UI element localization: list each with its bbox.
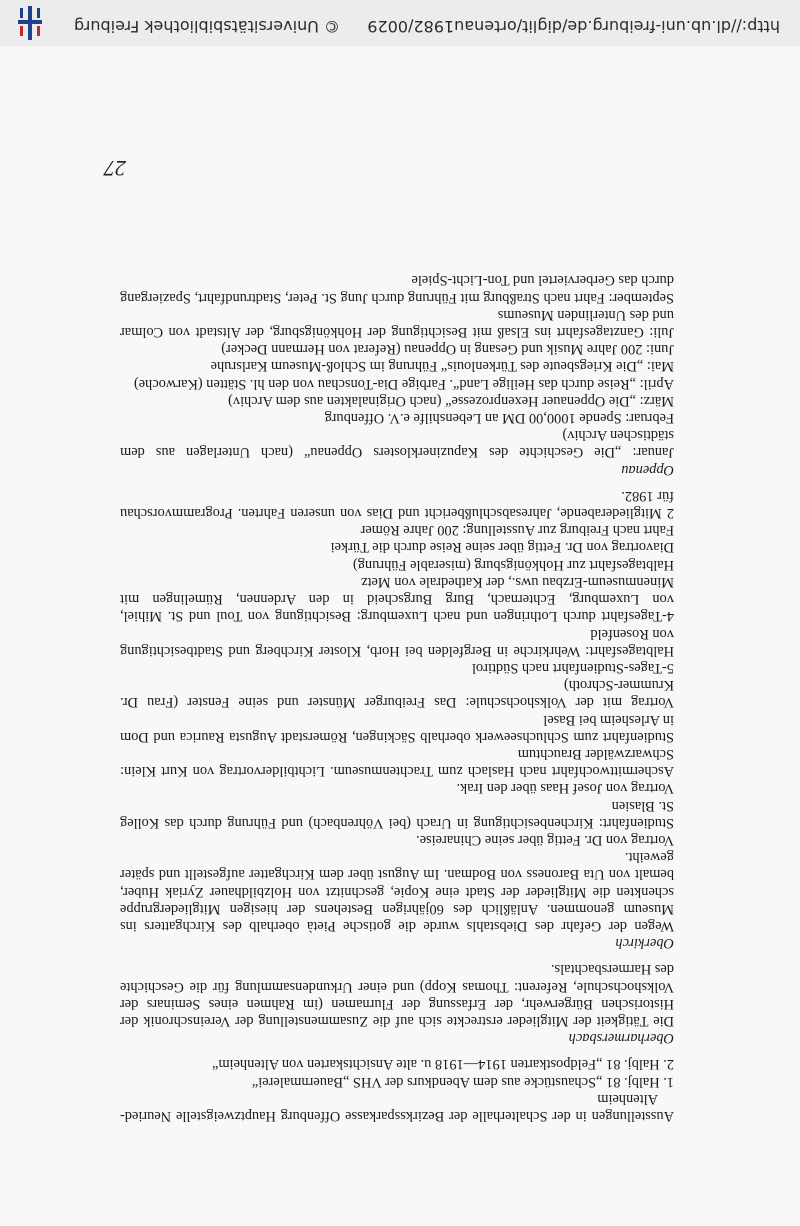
paragraph: Mai: „Die Kriegsbeute des Türkenlouis“ Führung im Schloß-Museum Karlsruhe	[210, 358, 674, 375]
repository-header	[0, 0, 800, 46]
paragraph: Juli: Ganztagesfahrt ins Elsaß mit Besichtigung der Hohkönigsburg, der Altstadt von Colmar und des Unterlinden Museums	[120, 306, 674, 341]
paragraph: Halbtagesfahrt: Wehrkirche in Bergfelden bei Horb, Kloster Kirchberg und Stadtbesichtigung von Rosenfeld	[120, 625, 674, 659]
section-heading: Oberkirch	[615, 935, 674, 952]
paragraph: Aschermittwochfahrt nach Haslach zum Trachtenmuseum. Lichtbildervortrag von Kurt Klein: Schwarzwälder Brauchtum	[120, 745, 674, 780]
scanned-page	[0, 46, 800, 1226]
university-logo-icon	[12, 6, 48, 40]
paragraph: Halbtagesfahrt zur Hohkönigsburg (miserable Führung)	[352, 556, 674, 573]
paragraph: Vortrag von Josef Haas über den Irak.	[456, 780, 674, 797]
paragraph: 5-Tages-Studienfahrt nach Südtirol	[471, 659, 674, 676]
section-heading: Oppenau	[621, 461, 674, 478]
paragraph: Diavortrag von Dr. Fettig über seine Reise durch die Türkei	[330, 539, 674, 556]
page-body	[120, 271, 674, 1124]
paragraph: Die Tätigkeit der Mitglieder erstreckte sich auf die Zusammenstellung der Vereinschronik der Historischen Bürgerwehr, der Erfassung der Flurnamen (im Rahmen eines Seminars der Volkshochschule, Referent: Thomas Kopp) und einer Urkundensammlung für die Geschichte des Harmersbachtals.	[120, 961, 674, 1029]
section-heading: Oberharmersbach	[568, 1030, 674, 1047]
text-line: 1. Halbj. 81 „Schaustücke aus dem Abendkurs der VHS „Bauernmalerei“	[251, 1073, 674, 1090]
paragraph: Studienfahrt zum Schluchseewerk oberhalb Säckingen, Römerstadt Augusta Raurica und Dom in Arlesheim bei Basel	[120, 711, 674, 745]
paragraph: Studienfahrt: Kirchenbesichtigung in Urach (bei Vöhrenbach) und Führung durch das Kolleg St. Blasien	[120, 797, 674, 831]
paragraph: Fahrt nach Freiburg zur Ausstellung: 200 Jahre Römer	[360, 522, 674, 539]
paragraph: September: Fahrt nach Straßburg mit Führung durch Jung St. Peter, Stadtrundfahrt, Spaziergang durch das Gerberviertel und Ton-Licht-Spiele	[120, 272, 674, 306]
paragraph: 2 Mitgliederabende, Jahresabschlußbericht und Dias von unseren Fahrten. Programmvorschau für 1982.	[120, 487, 674, 522]
copyright-notice: © Universitätsbibliothek Freiburg	[73, 17, 340, 36]
paragraph: Vortrag von Dr. Fettig über seine Chinareise.	[416, 831, 674, 848]
paragraph: Januar: „Die Geschichte des Kapuzinerklosters Oppenau“ (nach Unterlagen aus dem städtischen Archiv)	[120, 427, 674, 461]
paragraph: März: „Die Oppenauer Hexenprozesse“ (nach Originalakten aus dem Archiv)	[228, 392, 674, 409]
paragraph: Februar: Spende 1000,00 DM an Lebenshilfe e.V. Offenburg	[324, 410, 674, 427]
text-line: Ausstellungen in der Schalterhalle der Bezirkssparkasse Offenburg Hauptzweigstelle Neuried-Altenheim	[120, 1090, 674, 1124]
paragraph: Juni: 200 Jahre Musik und Gesang in Oppenau (Referat von Hermann Decker)	[221, 341, 674, 358]
paragraph: April: „Reise durch das Heilige Land“. Farbige Dia-Tonschau von den hl. Stätten (Karwoche)	[133, 375, 674, 392]
text-line: 2. Halbj. 81 „Feldpostkarten 1914—1918 u. alte Ansichtskarten von Altenheim“	[211, 1056, 674, 1073]
paragraph: Wegen der Gefahr des Diebstahls wurde die gotische Pietà oberhalb des Kirchgatters ins Museum genommen. Anläßlich des 60jährigen Bestehens der hiesigen Mitgliedergruppe schenkten die Mitglieder der Stadt eine Kopie, geschnitzt von Holzbildhauer Zyriak Huber, bemalt von Uta Baroness von Bodman. Im August über dem Kirchgatter aufgestellt und später geweiht.	[120, 849, 674, 934]
paragraph: 4-Tagesfahrt durch Lothringen und nach Luxemburg: Besichtigung von Toul und St. Mihiel, von Luxemburg, Echternach, Burg Burgscheid in den Ardennen, Rümelingen mit Minenmuseum-Erzbau uws., der Kathedrale von Metz	[120, 573, 674, 625]
paragraph: Vortrag mit der Volkshochschule: Das Freiburger Münster und seine Fenster (Frau Dr. Krummer-Schroth)	[120, 677, 674, 711]
page-number: 27	[104, 156, 126, 181]
permalink-url[interactable]: http://dl.ub.uni-freiburg.de/diglit/ortenau1982/0029	[367, 17, 780, 36]
